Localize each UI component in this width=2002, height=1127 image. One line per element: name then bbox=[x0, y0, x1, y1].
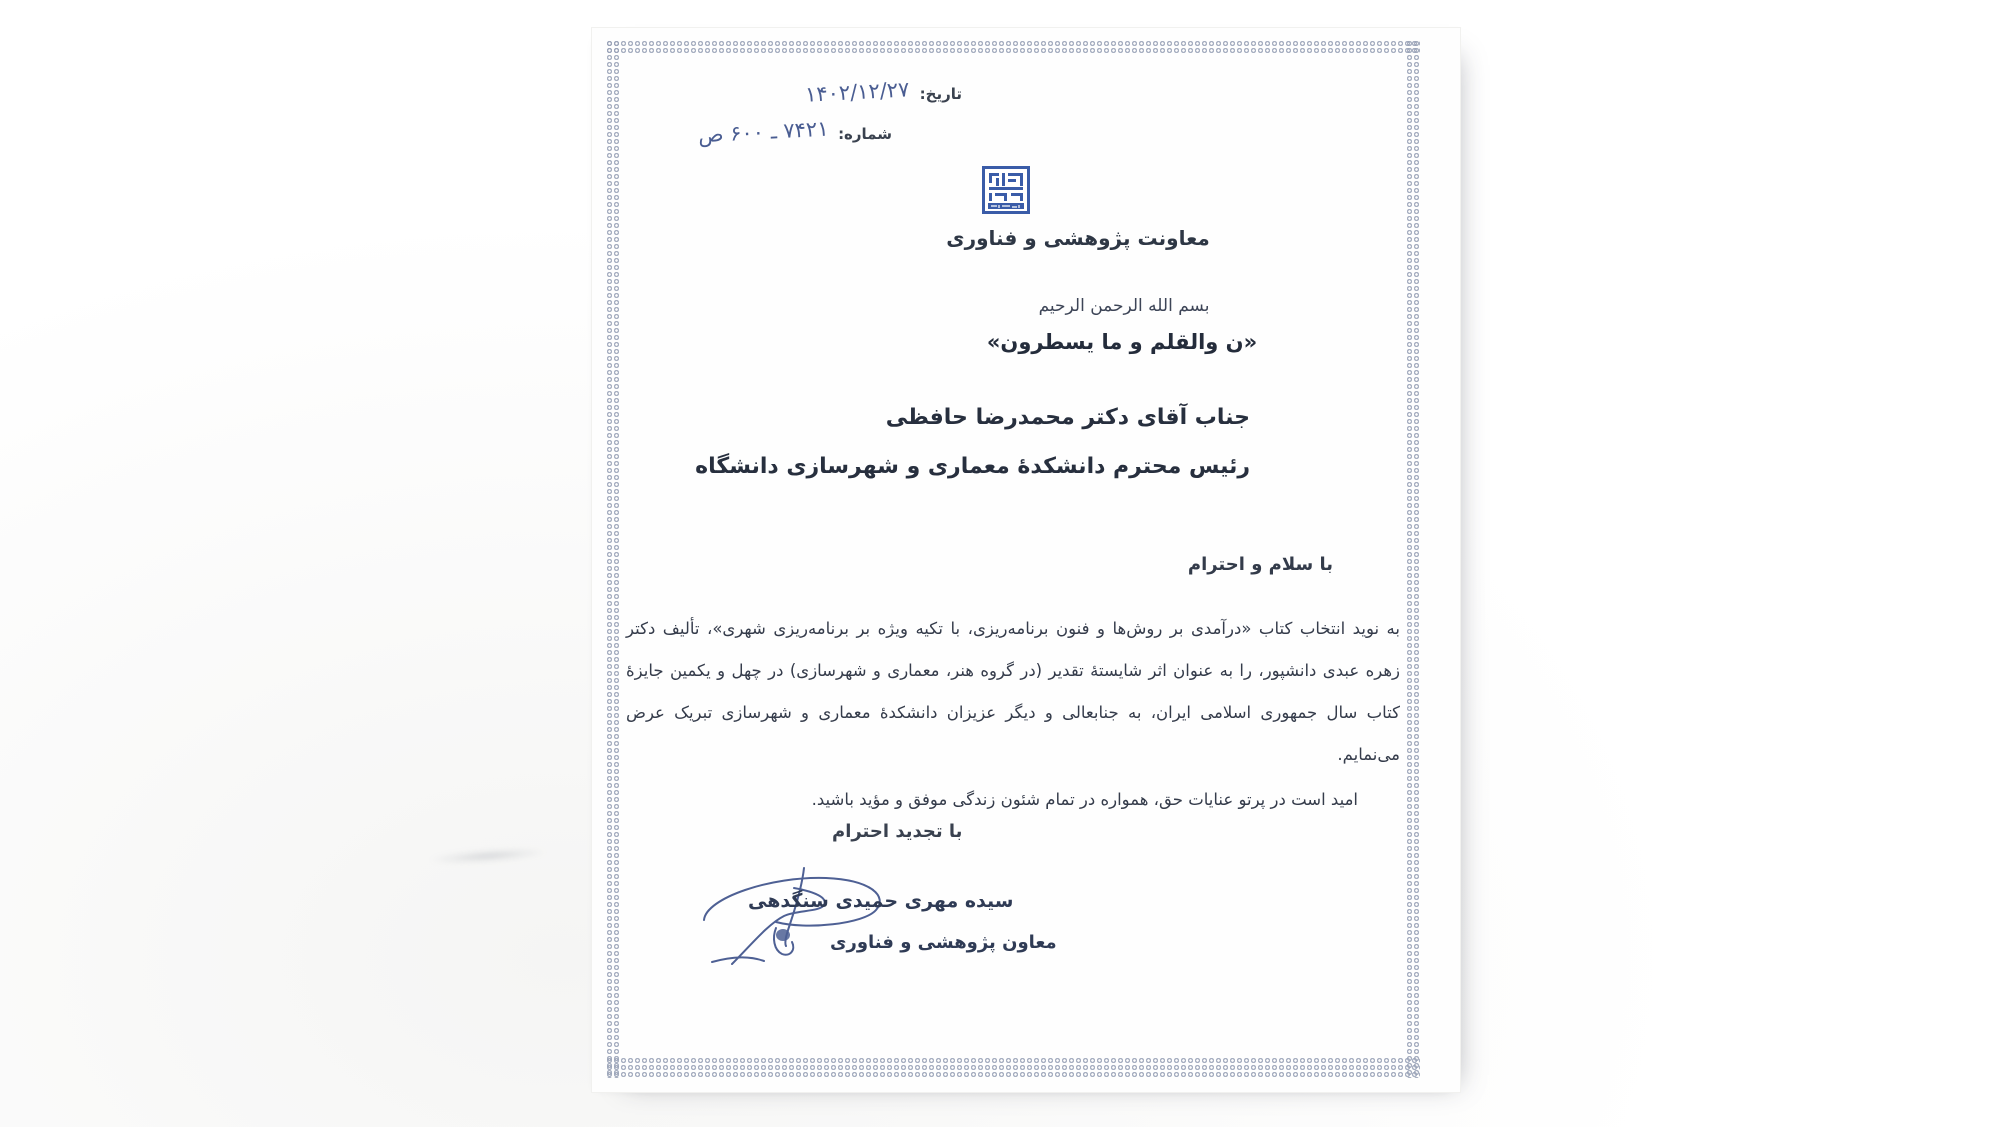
border-top bbox=[606, 40, 1420, 55]
quran-verse-line: «ن والقلم و ما یسطرون» bbox=[986, 330, 1258, 354]
closing-wish-line: امید است در پرتو عنایات حق، همواره در تمام شئون زندگی موفق و مؤید باشید. bbox=[811, 790, 1358, 809]
letter-body bbox=[626, 608, 1400, 809]
signatory-title: معاون پژوهشی و فناوری bbox=[830, 932, 1057, 953]
letterhead-meta bbox=[696, 77, 962, 160]
recipient-block bbox=[695, 405, 1250, 479]
department-line: معاونت پژوهشی و فناوری bbox=[946, 226, 1210, 250]
scan-smudge bbox=[428, 846, 549, 866]
number-label: شماره: bbox=[838, 125, 892, 143]
recipient-title: رئیس محترم دانشکدهٔ معماری و شهرسازی دانشگاه bbox=[695, 454, 1250, 479]
border-left bbox=[606, 40, 619, 1078]
recipient-name: جناب آقای دکتر محمدرضا حافظی bbox=[885, 405, 1250, 430]
date-value: ۱۴۰۲/۱۲/۲۷ bbox=[804, 77, 911, 107]
salutation-line: با سلام و احترام bbox=[1187, 554, 1333, 575]
body-paragraph: به نوید انتخاب کتاب «درآمدی بر روش‌ها و فنون برنامه‌ریزی، با تکیه ویژه بر برنامه‌ریزی شهری»، تألیف دکتر زهره عبدی دانشپور، را به عنوان اثر شایستهٔ تقدیر (در گروه هنر، معماری و شهرسازی) در چهل و یکمین جایزهٔ کتاب سال جمهوری اسلامی ایران، به جنابعالی و دیگر عزیزان دانشکدهٔ معماری و شهرسازی تبریک عرض می‌نمایم. bbox=[626, 619, 1400, 764]
letter-paper bbox=[592, 28, 1460, 1092]
signature-scribble-icon bbox=[676, 858, 916, 990]
signatory-name: سیده مهری حمیدی سنگدهی bbox=[748, 890, 1014, 912]
number-value: ۷۴۲۱ ـ ۶۰۰ ص bbox=[696, 116, 829, 148]
university-emblem-icon bbox=[982, 166, 1030, 214]
date-label: تاریخ: bbox=[919, 85, 962, 103]
border-bottom bbox=[606, 1057, 1420, 1078]
number-row bbox=[696, 116, 892, 148]
bismillah-line: بسم الله الرحمن الرحیم bbox=[1038, 296, 1210, 316]
border-right bbox=[1406, 40, 1420, 1078]
respect-closing-line: با تجدید احترام bbox=[832, 821, 963, 842]
date-row bbox=[704, 77, 962, 107]
